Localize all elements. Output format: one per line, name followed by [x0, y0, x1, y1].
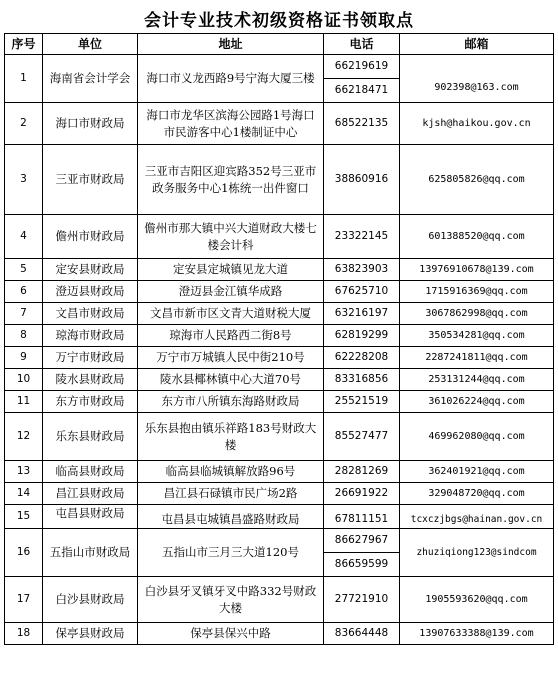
table-header-row [5, 34, 554, 55]
row-phone: 83664448 [324, 623, 400, 645]
table-row [5, 529, 554, 577]
row-no: 6 [5, 281, 43, 303]
row-email: kjsh@haikou.gov.cn [400, 103, 554, 145]
row-unit: 乐东县财政局 [43, 413, 138, 461]
row-phone: 68522135 [324, 103, 400, 145]
row-address: 陵水县椰林镇中心大道70号 [138, 369, 324, 391]
row-phone: 28281269 [324, 461, 400, 483]
row-no: 13 [5, 461, 43, 483]
table-row [5, 55, 554, 103]
header-email: 邮箱 [400, 34, 554, 55]
row-address: 昌江县石碌镇市民广场2路 [138, 483, 324, 505]
table-row [5, 391, 554, 413]
row-phone-1: 86627967 [324, 529, 399, 553]
row-no: 18 [5, 623, 43, 645]
row-phone: 67811151 [324, 505, 400, 529]
header-address: 地址 [138, 34, 324, 55]
row-no: 15 [5, 505, 43, 529]
row-unit: 白沙县财政局 [43, 577, 138, 623]
row-no: 1 [5, 55, 43, 103]
row-email: 2287241811@qq.com [400, 347, 554, 369]
row-no: 14 [5, 483, 43, 505]
row-unit: 定安县财政局 [43, 259, 138, 281]
row-address: 定安县定城镇见龙大道 [138, 259, 324, 281]
row-email: 13976910678@139.com [400, 259, 554, 281]
table-row [5, 483, 554, 505]
row-no: 7 [5, 303, 43, 325]
row-phone: 63216197 [324, 303, 400, 325]
row-phone: 67625710 [324, 281, 400, 303]
row-unit: 万宁市财政局 [43, 347, 138, 369]
table-row [5, 461, 554, 483]
row-address: 琼海市人民路西二街8号 [138, 325, 324, 347]
row-address: 屯昌县屯城镇昌盛路财政局 [138, 505, 324, 529]
row-unit: 东方市财政局 [43, 391, 138, 413]
row-address: 儋州市那大镇中兴大道财政大楼七楼会计科 [138, 215, 324, 259]
row-email: 362401921@qq.com [400, 461, 554, 483]
header-unit: 单位 [43, 34, 138, 55]
row-address: 五指山市三月三大道120号 [138, 529, 324, 577]
row-phone-2: 66218471 [334, 84, 389, 96]
row-unit: 陵水县财政局 [43, 369, 138, 391]
row-phone: 25521519 [324, 391, 400, 413]
table-row [5, 303, 554, 325]
row-phone [324, 55, 400, 103]
row-unit: 临高县财政局 [43, 461, 138, 483]
document-title: 会计专业技术初级资格证书领取点 [144, 11, 414, 31]
row-unit: 屯昌县财政局 [43, 505, 138, 529]
table-row [5, 325, 554, 347]
row-address: 海口市义龙西路9号宁海大厦三楼 [138, 55, 324, 103]
row-address: 海口市龙华区滨海公园路1号海口市民游客中心1楼制证中心 [138, 103, 324, 145]
table-row [5, 145, 554, 215]
row-no: 12 [5, 413, 43, 461]
row-unit: 三亚市财政局 [43, 145, 138, 215]
row-unit: 海口市财政局 [43, 103, 138, 145]
row-phone: 26691922 [324, 483, 400, 505]
row-phone-1: 66219619 [324, 55, 399, 79]
row-no: 10 [5, 369, 43, 391]
table-row [5, 369, 554, 391]
row-email: 13907633388@139.com [400, 623, 554, 645]
row-address: 东方市八所镇东海路财政局 [138, 391, 324, 413]
row-phone: 23322145 [324, 215, 400, 259]
table-row [5, 577, 554, 623]
row-address: 文昌市新市区文青大道财税大厦 [138, 303, 324, 325]
row-phone: 63823903 [324, 259, 400, 281]
row-address: 三亚市吉阳区迎宾路352号三亚市政务服务中心1栋统一出件窗口 [138, 145, 324, 215]
certificate-pickup-table [4, 33, 554, 645]
row-phone: 62228208 [324, 347, 400, 369]
row-no: 9 [5, 347, 43, 369]
row-unit: 琼海市财政局 [43, 325, 138, 347]
row-phone-2: 86659599 [334, 558, 389, 570]
row-phone: 85527477 [324, 413, 400, 461]
row-unit: 昌江县财政局 [43, 483, 138, 505]
row-email: 3067862998@qq.com [400, 303, 554, 325]
row-email: 1905593620@qq.com [400, 577, 554, 623]
row-phone: 62819299 [324, 325, 400, 347]
row-phone: 38860916 [324, 145, 400, 215]
header-no: 序号 [5, 34, 43, 55]
table-row [5, 347, 554, 369]
row-unit: 文昌市财政局 [43, 303, 138, 325]
row-email: 1715916369@qq.com [400, 281, 554, 303]
table-row [5, 259, 554, 281]
row-unit: 五指山市财政局 [43, 529, 138, 577]
row-no: 3 [5, 145, 43, 215]
row-unit: 海南省会计学会 [43, 55, 138, 103]
row-address: 澄迈县金江镇华成路 [138, 281, 324, 303]
row-no: 11 [5, 391, 43, 413]
header-phone: 电话 [324, 34, 400, 55]
row-no: 2 [5, 103, 43, 145]
table-row [5, 103, 554, 145]
row-email: 601388520@qq.com [400, 215, 554, 259]
row-email: 902398@163.com [400, 55, 554, 103]
row-address: 保亭县保兴中路 [138, 623, 324, 645]
table-row [5, 215, 554, 259]
table-row [5, 413, 554, 461]
row-email: 350534281@qq.com [400, 325, 554, 347]
row-unit: 儋州市财政局 [43, 215, 138, 259]
row-no: 16 [5, 529, 43, 577]
row-address: 临高县临城镇解放路96号 [138, 461, 324, 483]
row-no: 5 [5, 259, 43, 281]
row-address: 白沙县牙叉镇牙叉中路332号财政大楼 [138, 577, 324, 623]
row-email: 469962080@qq.com [400, 413, 554, 461]
row-address: 万宁市万城镇人民中街210号 [138, 347, 324, 369]
table-row [5, 281, 554, 303]
row-phone: 83316856 [324, 369, 400, 391]
row-no: 8 [5, 325, 43, 347]
row-unit: 澄迈县财政局 [43, 281, 138, 303]
row-phone [324, 529, 400, 577]
row-unit: 保亭县财政局 [43, 623, 138, 645]
row-phone: 27721910 [324, 577, 400, 623]
row-email: 329048720@qq.com [400, 483, 554, 505]
row-email: 361026224@qq.com [400, 391, 554, 413]
table-row [5, 505, 554, 529]
row-no: 17 [5, 577, 43, 623]
row-email: zhuziqiong123@sindcom [400, 529, 554, 577]
row-email: 625805826@qq.com [400, 145, 554, 215]
row-email: tcxczjbgs@hainan.gov.cn [400, 505, 554, 529]
table-row [5, 623, 554, 645]
row-email: 253131244@qq.com [400, 369, 554, 391]
row-address: 乐东县抱由镇乐祥路183号财政大楼 [138, 413, 324, 461]
row-no: 4 [5, 215, 43, 259]
